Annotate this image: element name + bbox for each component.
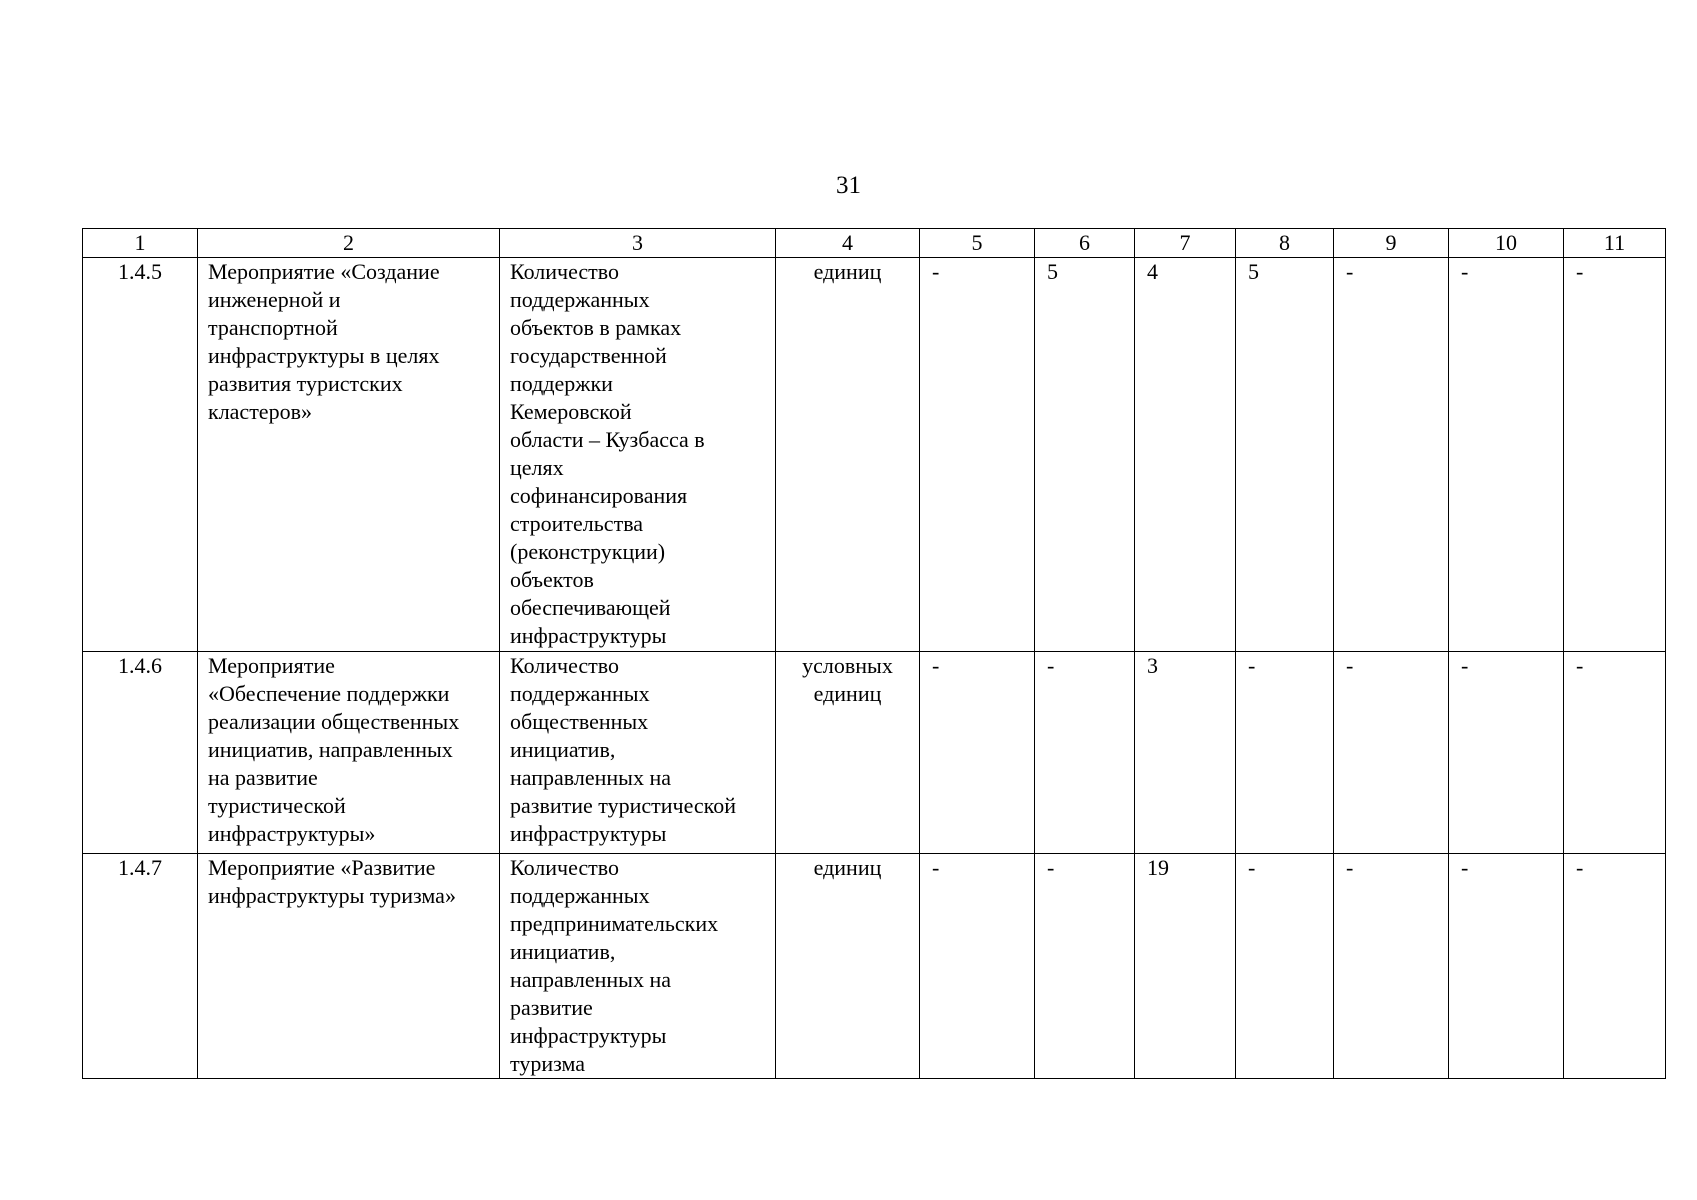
table-row [83,854,1666,1079]
row-code: 1.4.5 [83,258,198,652]
value-cell: - [1334,258,1449,652]
indicator-name: Количество поддержанных общественных инициатив, направленных на развитие туристической инфраструктуры [500,652,776,854]
unit: единиц [776,854,920,1079]
event-name: Мероприятие «Создание инженерной и транспортной инфраструктуры в целях развития туристских кластеров» [198,258,500,652]
page-number: 31 [836,172,861,199]
indicator-name: Количество поддержанных предпринимательских инициатив, направленных на развитие инфраструктуры туризма [500,854,776,1079]
column-header: 6 [1035,229,1135,258]
table-header-row [83,229,1666,258]
value-cell: 5 [1236,258,1334,652]
value-cell: - [1564,652,1666,854]
column-header: 9 [1334,229,1449,258]
column-header: 2 [198,229,500,258]
value-cell: - [1236,854,1334,1079]
value-cell: - [920,258,1035,652]
event-name: Мероприятие «Развитие инфраструктуры туризма» [198,854,500,1079]
value-cell: 5 [1035,258,1135,652]
value-cell: - [1334,652,1449,854]
unit: условных единиц [776,652,920,854]
column-header: 8 [1236,229,1334,258]
value-cell: - [1564,258,1666,652]
event-name: Мероприятие «Обеспечение поддержки реализации общественных инициатив, направленных на развитие туристической инфраструктуры» [198,652,500,854]
indicators-table [82,228,1666,1079]
value-cell: - [1449,258,1564,652]
value-cell: - [1449,652,1564,854]
unit: единиц [776,258,920,652]
value-cell: - [920,652,1035,854]
column-header: 7 [1135,229,1236,258]
indicator-name: Количество поддержанных объектов в рамках государственной поддержки Кемеровской области – Кузбасса в целях софинансирования строительства (реконструкции) объектов обеспечивающей инфраструктуры [500,258,776,652]
value-cell: 4 [1135,258,1236,652]
value-cell: - [1236,652,1334,854]
value-cell: - [1449,854,1564,1079]
value-cell: 19 [1135,854,1236,1079]
value-cell: - [1564,854,1666,1079]
value-cell: 3 [1135,652,1236,854]
row-code: 1.4.7 [83,854,198,1079]
column-header: 4 [776,229,920,258]
value-cell: - [920,854,1035,1079]
column-header: 1 [83,229,198,258]
column-header: 10 [1449,229,1564,258]
column-header: 3 [500,229,776,258]
value-cell: - [1035,854,1135,1079]
column-header: 11 [1564,229,1666,258]
table-row [83,652,1666,854]
column-header: 5 [920,229,1035,258]
row-code: 1.4.6 [83,652,198,854]
value-cell: - [1035,652,1135,854]
table-row [83,258,1666,652]
value-cell: - [1334,854,1449,1079]
